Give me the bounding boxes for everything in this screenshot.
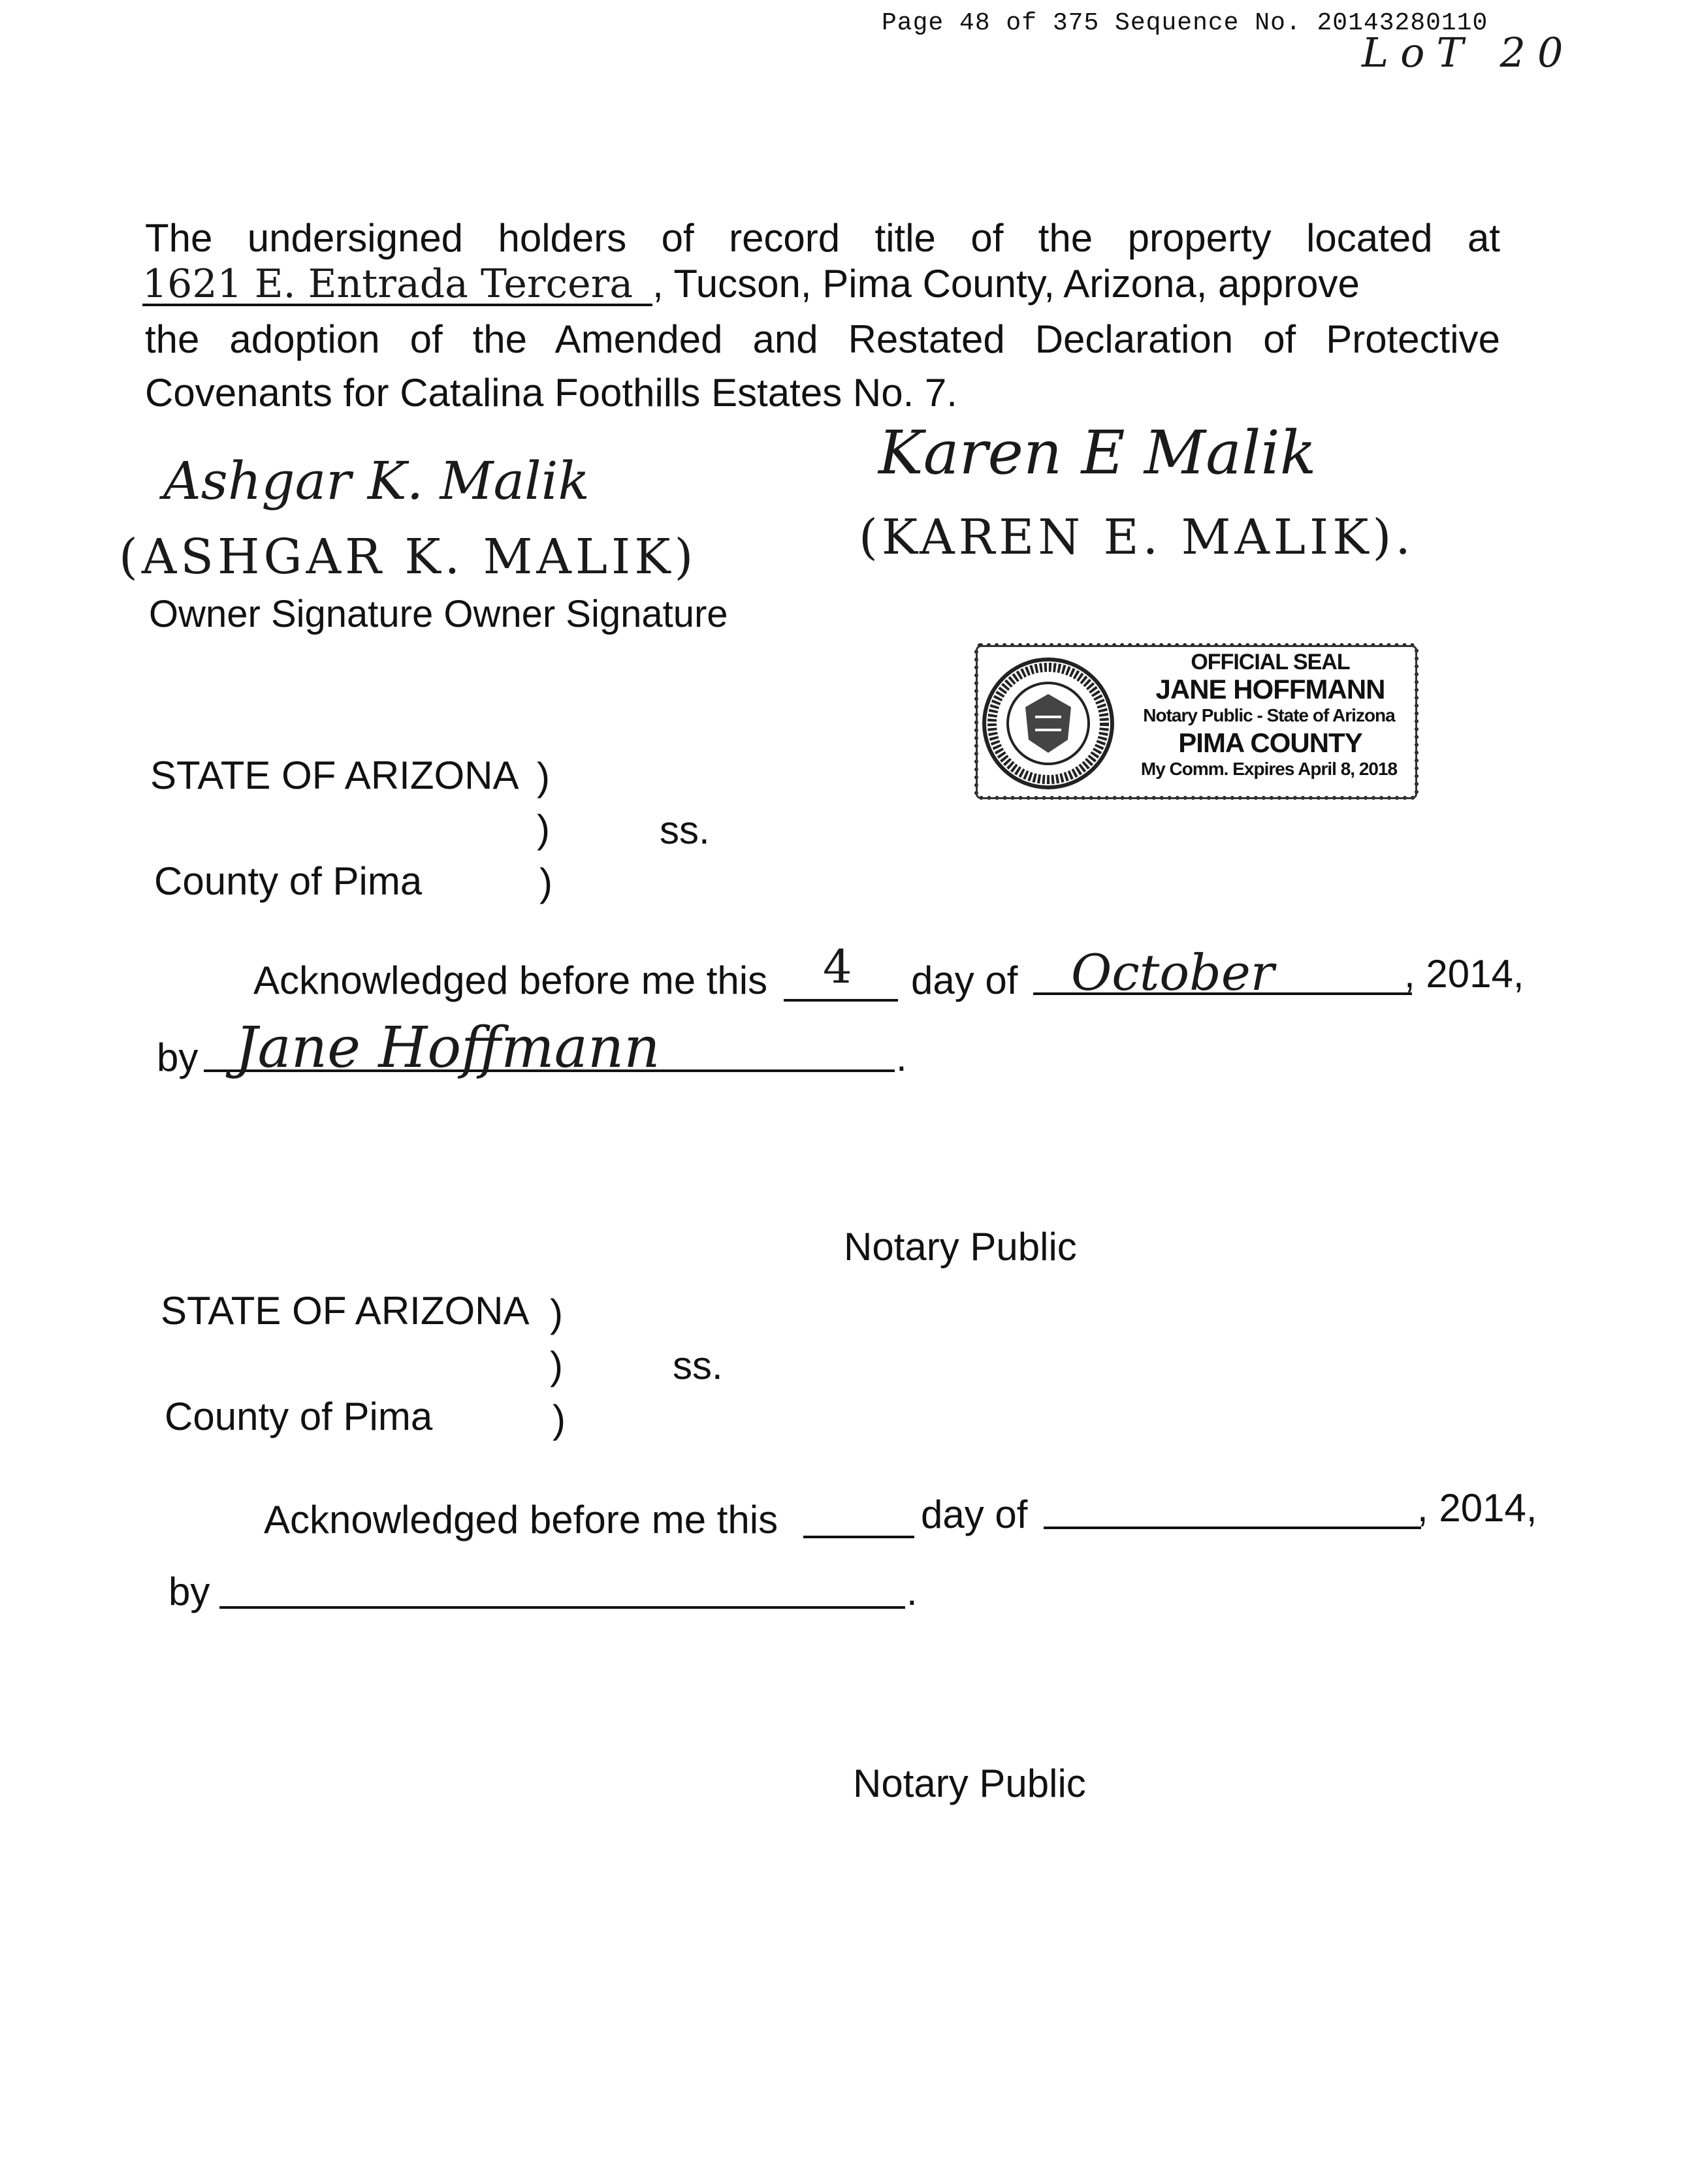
declaration-line-2 <box>142 261 1360 307</box>
owner-signature-label: Owner Signature Owner Signature <box>149 593 728 635</box>
notary1-month-value: October <box>1071 943 1275 1002</box>
notary1-paren-1: ) <box>537 755 550 799</box>
notary1-by-end: . <box>896 1036 907 1079</box>
seal-county: PIMA COUNTY <box>1178 727 1362 758</box>
notary1-day-of: day of <box>911 958 1018 1002</box>
notary1-ss: ss. <box>660 808 710 852</box>
notary2-by: by <box>168 1570 210 1613</box>
notary2-paren-1: ) <box>550 1291 563 1335</box>
notary2-by-end: . <box>906 1570 918 1613</box>
notary1-day-value: 4 <box>823 940 852 994</box>
notary2-year: , 2014, <box>1417 1486 1537 1530</box>
notary2-month-line <box>1044 1527 1421 1529</box>
notary2-acknowledgment-prefix: Acknowledged before me this <box>264 1498 778 1542</box>
notary2-day-of: day of <box>921 1493 1028 1536</box>
notary2-paren-3: ) <box>553 1397 566 1441</box>
notary1-paren-3: ) <box>539 861 553 904</box>
notary1-state: STATE OF ARIZONA <box>150 753 519 797</box>
seal-title: OFFICIAL SEAL <box>1191 650 1350 674</box>
seal-expiration: My Comm. Expires April 8, 2018 <box>1140 759 1398 779</box>
lot-note: LoT 20 <box>1362 29 1575 76</box>
owner2-printed-name: (KAREN E. MALIK). <box>859 509 1415 565</box>
notary1-by-name: Jane Hoffmann <box>235 1015 660 1081</box>
notary1-acknowledgment-prefix: Acknowledged before me this <box>253 958 768 1002</box>
notary2-paren-2: ) <box>550 1344 563 1387</box>
owner2-signature: Karen E Malik <box>878 418 1317 488</box>
notary2-ss: ss. <box>673 1344 723 1387</box>
notary1-public-label: Notary Public <box>844 1225 1077 1269</box>
declaration-line-3: the adoption of the Amended and Restated Declaration of Protective <box>145 317 1500 361</box>
notary1-day-line <box>784 999 898 1002</box>
notary1-paren-2: ) <box>537 807 550 851</box>
owner1-printed-name: (ASHGAR K. MALIK) <box>119 529 697 585</box>
notary2-state: STATE OF ARIZONA <box>161 1289 530 1333</box>
notary1-year: , 2014, <box>1404 952 1524 996</box>
seal-notary-name: JANE HOFFMANN <box>1155 674 1385 704</box>
seal-notary-role: Notary Public - State of Arizona <box>1143 705 1395 725</box>
notary2-day-line <box>803 1536 914 1538</box>
notary2-public-label: Notary Public <box>853 1762 1086 1805</box>
declaration-line-1: The undersigned holders of record title of the property located at <box>145 216 1500 260</box>
page-header: Page 48 of 375 Sequence No. 20143280110 <box>882 9 1488 37</box>
notary2-county: County of Pima <box>165 1395 433 1438</box>
declaration-line-2-rest: , Tucson, Pima County, Arizona, approve <box>652 262 1360 306</box>
notary1-county: County of Pima <box>154 859 423 903</box>
property-address: 1621 E. Entrada Tercera <box>142 264 652 306</box>
notary2-by-line <box>219 1606 905 1609</box>
notary1-by: by <box>157 1036 199 1079</box>
owner1-signature: Ashgar K. Malik <box>163 451 590 511</box>
declaration-line-4: Covenants for Catalina Foothills Estates No. 7. <box>145 371 957 415</box>
state-seal-emblem <box>980 655 1117 792</box>
